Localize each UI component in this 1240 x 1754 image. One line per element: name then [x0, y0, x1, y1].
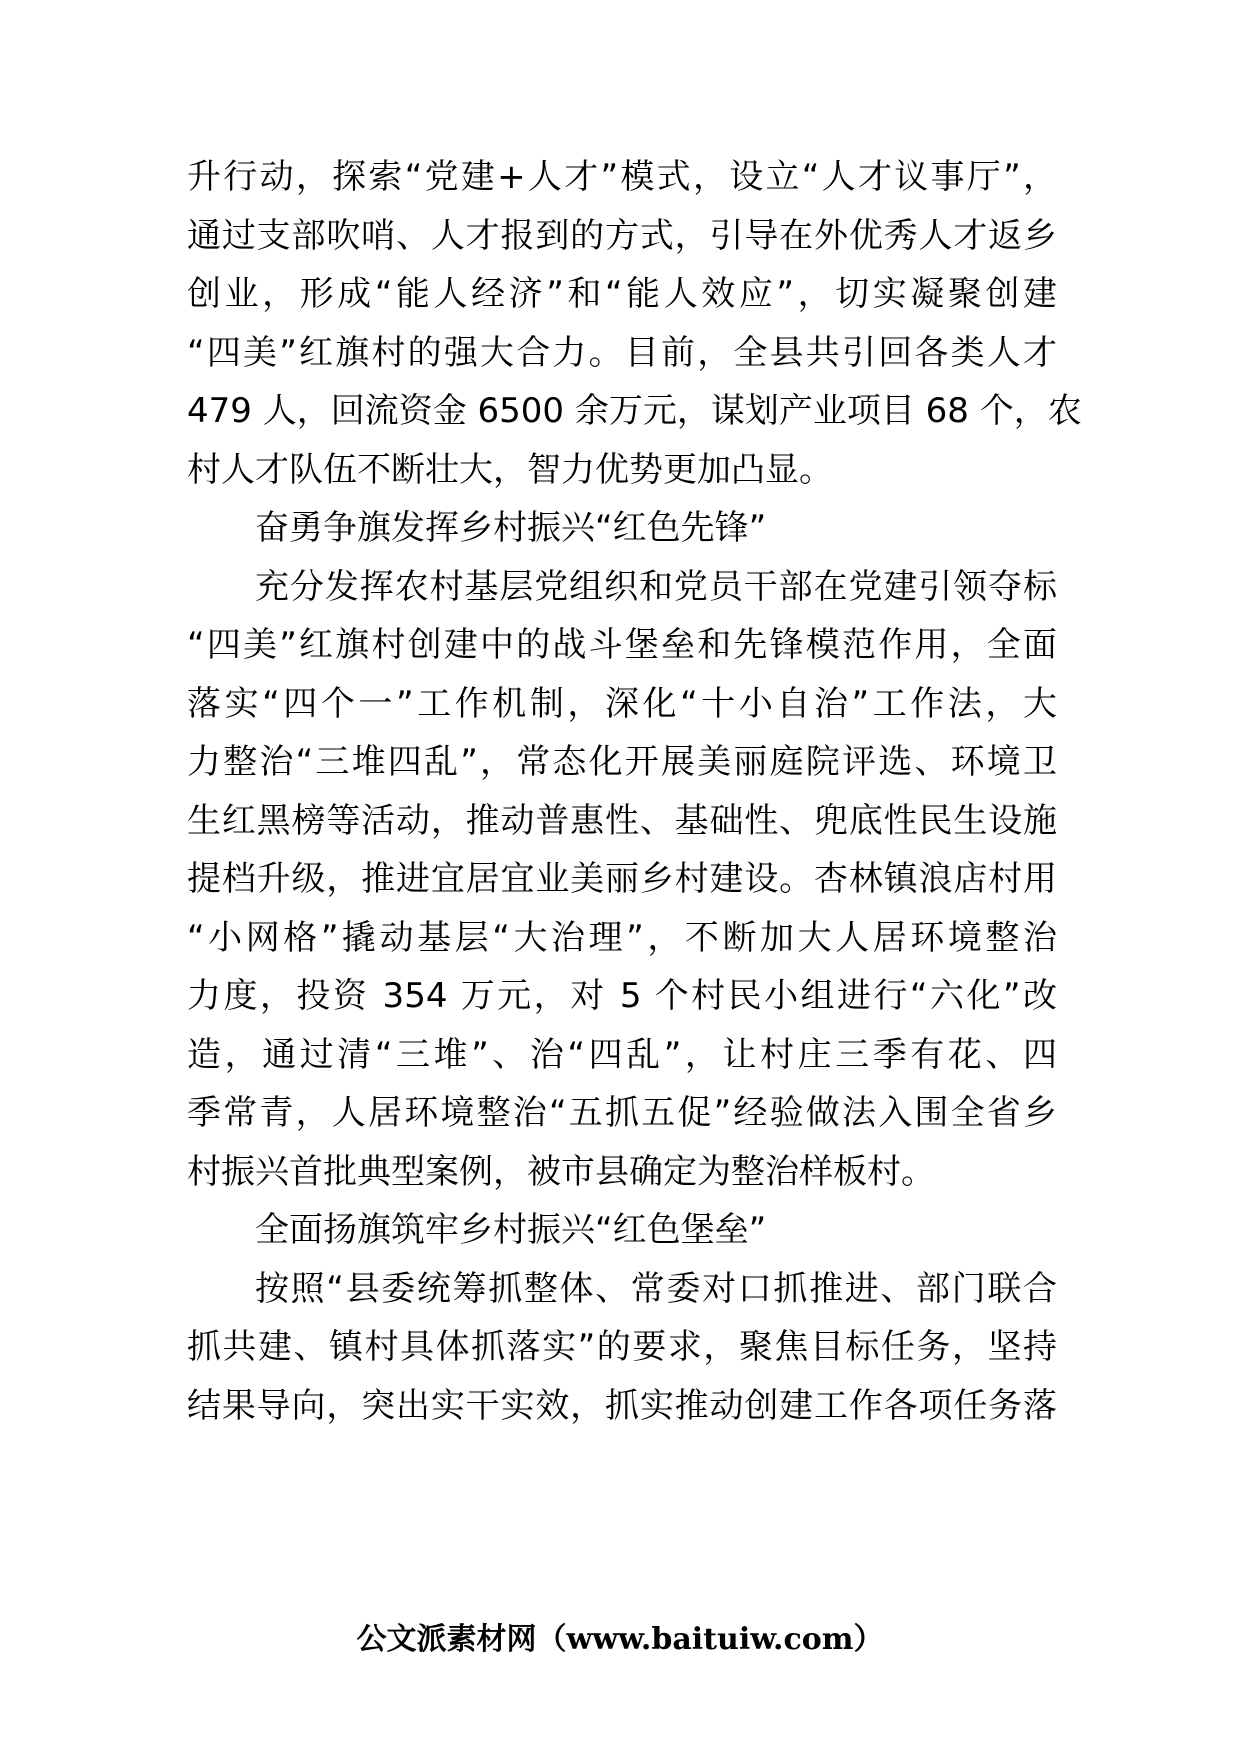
paragraph-line: 抓共建、镇村具体抓落实”的要求，聚焦目标任务，坚持: [187, 1327, 1057, 1367]
paragraph-line: 升行动，探索“党建+人才”模式，设立“人才议事厅”，: [187, 157, 1057, 197]
paragraph-line: 力度，投资 354 万元，对 5 个村民小组进行“六化”改: [187, 976, 1057, 1016]
paragraph-line: 按照“县委统筹抓整体、常委对口抓推进、部门联合: [255, 1269, 1057, 1309]
paragraph-line: “四美”红旗村创建中的战斗堡垒和先锋模范作用，全面: [187, 625, 1057, 665]
section-heading: 奋勇争旗发挥乡村振兴“红色先锋”: [255, 508, 767, 548]
paragraph-line: 村人才队伍不断壮大，智力优势更加凸显。: [187, 450, 833, 490]
section-heading: 全面扬旗筑牢乡村振兴“红色堡垒”: [255, 1210, 767, 1250]
paragraph-line: 充分发挥农村基层党组织和党员干部在党建引领夺标: [255, 567, 1057, 607]
paragraph-line: “小网格”撬动基层“大治理”，不断加大人居环境整治: [187, 918, 1057, 958]
paragraph-line: “四美”红旗村的强大合力。目前，全县共引回各类人才: [187, 333, 1057, 373]
paragraph-line: 结果导向，突出实干实效，抓实推动创建工作各项任务落: [187, 1386, 1057, 1426]
paragraph-line: 造，通过清“三堆”、治“四乱”，让村庄三季有花、四: [187, 1035, 1057, 1075]
paragraph-line: 村振兴首批典型案例，被市县确定为整治样板村。: [187, 1152, 935, 1192]
paragraph-line: 提档升级，推进宜居宜业美丽乡村建设。杏林镇浪店村用: [187, 859, 1057, 899]
paragraph-line: 479 人，回流资金 6500 余万元，谋划产业项目 68 个，农: [187, 391, 1082, 431]
paragraph-line: 创业，形成“能人经济”和“能人效应”，切实凝聚创建: [187, 274, 1057, 314]
paragraph-line: 季常青，人居环境整治“五抓五促”经验做法入围全省乡: [187, 1093, 1057, 1133]
paragraph-line: 通过支部吹哨、人才报到的方式，引导在外优秀人才返乡: [187, 216, 1057, 256]
paragraph-line: 力整治“三堆四乱”，常态化开展美丽庭院评选、环境卫: [187, 742, 1057, 782]
paragraph-line: 落实“四个一”工作机制，深化“十小自治”工作法，大: [187, 684, 1057, 724]
paragraph-line: 生红黑榜等活动，推动普惠性、基础性、兜底性民生设施: [187, 801, 1057, 841]
footer-watermark: 公文派素材网（www.baituiw.com）: [356, 1622, 884, 1657]
